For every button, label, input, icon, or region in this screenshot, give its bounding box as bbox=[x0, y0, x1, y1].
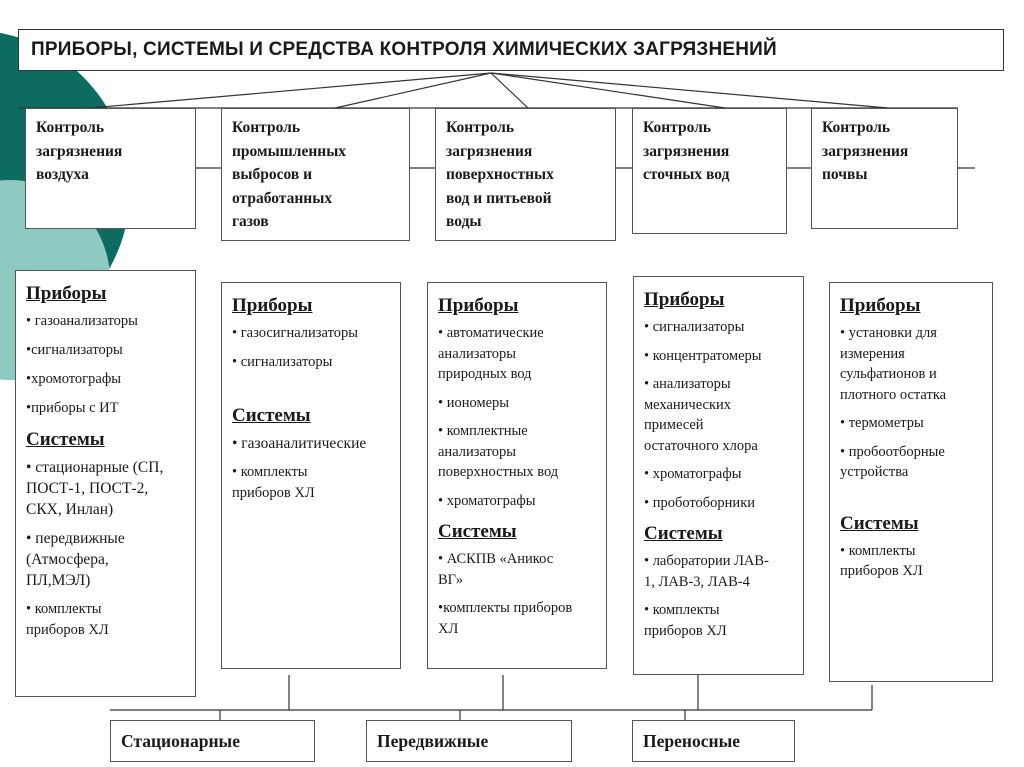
systems-heading: Системы bbox=[438, 521, 517, 542]
systems-heading: Системы bbox=[840, 512, 919, 534]
instrument-line: поверхностных вод bbox=[438, 464, 559, 480]
system-line: приборов ХЛ bbox=[26, 622, 109, 638]
instrument-line: • проботоборники bbox=[644, 494, 755, 511]
instrument-line: • сигнализаторы bbox=[644, 319, 745, 335]
instrument-item bbox=[644, 493, 793, 514]
mode-label: Передвижные bbox=[377, 730, 489, 751]
category-soil bbox=[811, 108, 958, 229]
instruments-heading: Приборы bbox=[840, 295, 921, 316]
instrument-line: • пробоотборные bbox=[840, 443, 945, 460]
category-line: почвы bbox=[822, 166, 868, 183]
instrument-line: • анализаторы bbox=[644, 376, 731, 392]
system-line: • стационарные (СП, bbox=[26, 459, 164, 476]
category-line: сточных вод bbox=[643, 166, 730, 183]
instrument-line: устройства bbox=[840, 464, 909, 480]
system-item bbox=[840, 541, 982, 582]
instrument-line: сульфатионов и bbox=[840, 366, 937, 382]
system-line: • комплекты bbox=[644, 602, 720, 618]
systems-heading: Системы bbox=[644, 523, 723, 544]
system-line: приборов ХЛ bbox=[840, 563, 923, 579]
page-title-text: ПРИБОРЫ, СИСТЕМЫ И СРЕДСТВА КОНТРОЛЯ ХИМИЧЕСКИХ ЗАГРЯЗНЕНИЙ bbox=[31, 39, 777, 60]
system-item bbox=[232, 433, 390, 454]
instruments-heading: Приборы bbox=[644, 289, 725, 310]
mode-label: Стационарные bbox=[121, 730, 240, 751]
mode-label: Переносные bbox=[643, 730, 740, 751]
page-title bbox=[18, 29, 1004, 71]
system-item bbox=[26, 528, 185, 591]
system-line: приборов ХЛ bbox=[232, 485, 315, 501]
column-industrial-emissions bbox=[221, 282, 401, 669]
instrument-item bbox=[438, 393, 596, 414]
instrument-line: • хроматографы bbox=[644, 466, 742, 482]
system-line: • газоаналитические bbox=[232, 435, 367, 452]
system-line: ПЛ,МЭЛ) bbox=[26, 572, 91, 589]
system-line: ВГ» bbox=[438, 571, 463, 588]
instrument-line: остаточного хлора bbox=[644, 437, 758, 454]
system-item bbox=[232, 462, 390, 504]
instrument-line: механических bbox=[644, 396, 732, 413]
category-line: воздуха bbox=[36, 166, 89, 183]
category-line: загрязнения bbox=[36, 142, 123, 160]
instruments-heading: Приборы bbox=[232, 295, 313, 316]
system-line: ХЛ bbox=[438, 620, 459, 637]
category-industrial-emissions bbox=[221, 108, 410, 241]
system-line: • комплекты bbox=[840, 542, 916, 559]
mode-mobile bbox=[366, 720, 572, 762]
instrument-line: • хроматографы bbox=[438, 492, 536, 509]
system-item bbox=[26, 599, 185, 641]
category-line: Контроль bbox=[643, 119, 712, 136]
mode-portable bbox=[632, 720, 795, 762]
systems-heading: Системы bbox=[232, 405, 311, 426]
category-line: поверхностных bbox=[446, 166, 554, 183]
instrument-line: • концентратомеры bbox=[644, 347, 762, 364]
instrument-line: природных вод bbox=[438, 366, 532, 382]
system-line: СКХ, Инлан) bbox=[26, 501, 114, 518]
category-line: загрязнения bbox=[643, 142, 730, 160]
instrument-line: примесей bbox=[644, 417, 704, 433]
category-line: воды bbox=[446, 213, 482, 230]
instrument-item bbox=[438, 491, 596, 512]
instrument-item bbox=[644, 346, 793, 367]
system-line: • лаборатории ЛАВ- bbox=[644, 553, 769, 569]
instrument-item: • газоанализаторы bbox=[26, 313, 138, 329]
system-line: 1, ЛАВ-3, ЛАВ-4 bbox=[644, 573, 750, 590]
category-line: Контроль bbox=[36, 119, 105, 136]
system-line: •комплекты приборов bbox=[438, 600, 573, 616]
column-air bbox=[15, 270, 196, 697]
system-line: • передвижные bbox=[26, 530, 125, 547]
system-item bbox=[438, 549, 596, 590]
instrument-item: •сигнализаторы bbox=[26, 342, 123, 358]
instrument-item bbox=[644, 464, 793, 485]
category-line: промышленных bbox=[232, 142, 347, 160]
system-item bbox=[26, 457, 185, 520]
column-soil bbox=[829, 282, 993, 682]
category-line: загрязнения bbox=[446, 142, 533, 160]
column-wastewater bbox=[633, 276, 804, 675]
instrument-line: • термометры bbox=[840, 415, 924, 431]
system-item bbox=[644, 551, 793, 592]
system-line: • комплекты bbox=[232, 464, 308, 480]
category-line: Контроль bbox=[446, 119, 515, 136]
category-surface-water bbox=[435, 108, 616, 241]
instrument-item bbox=[644, 317, 793, 338]
category-line: отработанных bbox=[232, 189, 333, 207]
category-line: выбросов и bbox=[232, 166, 313, 183]
instrument-item bbox=[644, 374, 793, 456]
category-line: вод и питьевой bbox=[446, 189, 552, 207]
category-wastewater bbox=[632, 108, 787, 234]
instrument-line: • установки для bbox=[840, 325, 937, 341]
system-line: (Атмосфера, bbox=[26, 551, 109, 568]
column-surface-water bbox=[427, 282, 607, 669]
instruments-heading: Приборы bbox=[26, 283, 107, 304]
system-item bbox=[438, 598, 596, 639]
system-line: • комплекты bbox=[26, 601, 102, 617]
system-item bbox=[644, 600, 793, 641]
instrument-line: плотного остатка bbox=[840, 386, 947, 403]
system-line: приборов ХЛ bbox=[644, 622, 727, 639]
instrument-line: • комплектные bbox=[438, 423, 528, 439]
instrument-item bbox=[840, 413, 982, 434]
category-line: загрязнения bbox=[822, 142, 909, 160]
instrument-line: измерения bbox=[840, 345, 905, 362]
category-line: Контроль bbox=[232, 119, 301, 136]
system-line: ПОСТ-1, ПОСТ-2, bbox=[26, 480, 149, 497]
instrument-item bbox=[438, 323, 596, 385]
connector-line bbox=[335, 73, 491, 108]
mode-stationary bbox=[110, 720, 315, 762]
systems-heading: Системы bbox=[26, 429, 105, 450]
instrument-item: •хромотографы bbox=[26, 371, 121, 387]
connector-line bbox=[90, 73, 491, 108]
instrument-line: анализаторы bbox=[438, 443, 516, 460]
instrument-item bbox=[840, 323, 982, 405]
instrument-item bbox=[840, 442, 982, 483]
instrument-item: •приборы с ИТ bbox=[26, 400, 119, 416]
category-air bbox=[25, 108, 196, 229]
instrument-item: • газосигнализаторы bbox=[232, 325, 358, 341]
category-line: газов bbox=[232, 213, 269, 230]
instrument-item bbox=[438, 421, 596, 483]
instruments-heading: Приборы bbox=[438, 295, 519, 316]
instrument-item: • сигнализаторы bbox=[232, 354, 333, 370]
instrument-line: анализаторы bbox=[438, 345, 516, 362]
instrument-line: • иономеры bbox=[438, 394, 510, 411]
instrument-line: • автоматические bbox=[438, 325, 544, 341]
system-line: • АСКПВ «Аникос bbox=[438, 551, 554, 567]
category-line: Контроль bbox=[822, 119, 891, 136]
